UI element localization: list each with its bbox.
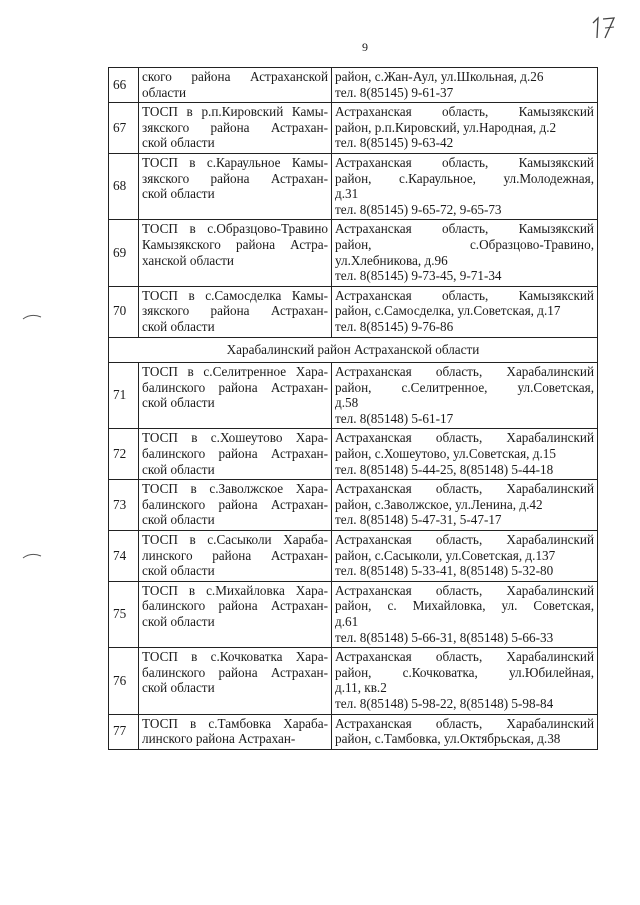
organization-name-line: ской области	[142, 135, 215, 151]
phone-line: тел. 8(85145) 9-76-86	[335, 318, 454, 334]
address-line: д.31	[335, 186, 359, 202]
section-row	[109, 337, 598, 363]
address-line: Астраханская область, Камызякский	[335, 221, 594, 237]
address-line: район, с.Селитренное, ул.Советская,	[335, 379, 594, 395]
organization-name-line: ской области	[142, 614, 215, 629]
table-row	[109, 714, 598, 749]
organization-name	[139, 581, 332, 647]
organization-address	[332, 103, 598, 154]
organization-name-line: ской области	[142, 512, 215, 528]
phone-line: тел. 8(85148) 5-98-22, 8(85148) 5-98-84	[335, 695, 554, 711]
organization-address	[332, 220, 598, 286]
organization-name-line: ской области	[142, 680, 215, 696]
row-number: 73	[109, 480, 139, 531]
phone-line: тел. 8(85148) 5-47-31, 5-47-17	[335, 512, 502, 528]
punch-hole-mark	[22, 313, 42, 321]
organization-name-line: ТОСП в с.Селитренное Хара-	[142, 364, 328, 380]
organization-name-line: линского района Астрахан-	[142, 547, 328, 563]
organization-address	[332, 531, 598, 582]
organization-address	[332, 153, 598, 219]
organization-name	[139, 480, 332, 531]
address-line: район, с. Михайловка, ул. Советская,	[335, 598, 594, 614]
organization-name	[139, 714, 332, 749]
row-number: 72	[109, 429, 139, 480]
section-title: Харабалинский район Астраханской области	[109, 337, 598, 363]
organization-name	[139, 648, 332, 714]
row-number: 71	[109, 363, 139, 429]
address-line: Астраханская область, Харабалинский	[335, 649, 594, 665]
organization-name	[139, 531, 332, 582]
organization-name	[139, 220, 332, 286]
organization-name-line: ханской области	[142, 252, 234, 268]
organization-address	[332, 648, 598, 714]
organization-name-line: ской области	[142, 563, 215, 579]
organization-name	[139, 286, 332, 337]
organization-name-line: ского района Астраханской	[142, 69, 328, 84]
organization-address	[332, 286, 598, 337]
address-line: район, р.п.Кировский, ул.Народная, д.2	[335, 119, 557, 135]
table-body	[109, 68, 598, 750]
organization-name-line: ской области	[142, 461, 215, 477]
organization-name-line: балинского района Астрахан-	[142, 496, 328, 512]
punch-hole-mark	[22, 552, 42, 560]
row-number: 74	[109, 531, 139, 582]
organization-name-line: ской области	[142, 395, 215, 411]
address-line: район, с.Самосделка, ул.Советская, д.17	[335, 303, 561, 319]
table-row	[109, 68, 598, 103]
organization-name-line: ТОСП в с.Образцово-Травино	[142, 221, 328, 237]
table-row	[109, 531, 598, 582]
organization-name-line: зякского района Астрахан-	[142, 303, 328, 319]
organization-address	[332, 480, 598, 531]
phone-line: тел. 8(85145) 9-65-72, 9-65-73	[335, 201, 502, 217]
organization-address	[332, 363, 598, 429]
row-number: 68	[109, 153, 139, 219]
organization-name-line: балинского района Астрахан-	[142, 379, 328, 395]
organization-name-line: балинского района Астрахан-	[142, 598, 328, 614]
page-number: 9	[362, 40, 368, 54]
address-line: район, с.Образцово-Травино,	[335, 236, 594, 252]
table-row	[109, 429, 598, 480]
organization-name-line: балинского района Астрахан-	[142, 664, 328, 680]
organization-name-line: линского района Астрахан-	[142, 731, 296, 747]
table-row	[109, 363, 598, 429]
organization-name-line: ской области	[142, 318, 215, 334]
phone-line: тел. 8(85148) 5-33-41, 8(85148) 5-32-80	[335, 563, 554, 579]
organization-name	[139, 153, 332, 219]
address-line: ул.Хлебникова, д.96	[335, 252, 448, 268]
organization-name	[139, 103, 332, 154]
organization-name-line: ТОСП в с.Сасыколи Хараба-	[142, 532, 328, 548]
organization-name-line: ской области	[142, 186, 215, 202]
row-number: 67	[109, 103, 139, 154]
address-line: Астраханская область, Камызякский	[335, 287, 594, 303]
address-line: Астраханская область, Камызякский	[335, 154, 594, 170]
organization-name-line: ТОСП в с.Михайловка Хара-	[142, 582, 328, 598]
address-line: Астраханская область, Харабалинский	[335, 481, 594, 497]
table-row	[109, 286, 598, 337]
row-number: 76	[109, 648, 139, 714]
table-row	[109, 581, 598, 647]
organization-name-line: ТОСП в с.Заволжское Хара-	[142, 481, 328, 497]
phone-line: тел. 8(85148) 5-44-25, 8(85148) 5-44-18	[335, 461, 554, 477]
organization-name-line: зякского района Астрахан-	[142, 119, 328, 135]
table-row	[109, 648, 598, 714]
row-number: 70	[109, 286, 139, 337]
phone-line: тел. 8(85148) 5-61-17	[335, 410, 454, 426]
phone-line: тел. 8(85145) 9-61-37	[335, 84, 454, 100]
organization-name-line: ТОСП в с.Караульное Камы-	[142, 154, 328, 170]
address-line: район, с.Жан-Аул, ул.Школьная, д.26	[335, 69, 544, 84]
row-number: 69	[109, 220, 139, 286]
address-line: район, с.Заволжское, ул.Ленина, д.42	[335, 496, 543, 512]
row-number: 75	[109, 581, 139, 647]
organizations-table-wrap	[108, 67, 598, 750]
address-line: район, с.Караульное, ул.Молодежная,	[335, 170, 594, 186]
organization-name-line: балинского района Астрахан-	[142, 446, 328, 462]
address-line: район, с.Тамбовка, ул.Октябрьская, д.38	[335, 731, 561, 747]
organization-address	[332, 714, 598, 749]
organization-name-line: зякского района Астрахан-	[142, 170, 328, 186]
address-line: д.11, кв.2	[335, 680, 387, 696]
organization-address	[332, 429, 598, 480]
phone-line: тел. 8(85145) 9-73-45, 9-71-34	[335, 268, 502, 284]
organization-name-line: ТОСП в с.Кочковатка Хара-	[142, 649, 328, 665]
table-row	[109, 220, 598, 286]
address-line: д.58	[335, 395, 359, 411]
address-line: район, с.Сасыколи, ул.Советская, д.137	[335, 547, 556, 563]
organization-name-line: ТОСП в с.Хошеутово Хара-	[142, 430, 328, 446]
address-line: Астраханская область, Камызякский	[335, 104, 594, 120]
row-number: 66	[109, 68, 139, 103]
address-line: Астраханская область, Харабалинский	[335, 715, 594, 731]
address-line: Астраханская область, Харабалинский	[335, 532, 594, 548]
organization-name-line: ТОСП в с.Самосделка Камы-	[142, 287, 328, 303]
organization-name-line: области	[142, 84, 187, 100]
phone-line: тел. 8(85148) 5-66-31, 8(85148) 5-66-33	[335, 629, 554, 645]
organization-name	[139, 68, 332, 103]
organization-name-line: ТОСП в р.п.Кировский Камы-	[142, 104, 328, 120]
address-line: Астраханская область, Харабалинский	[335, 364, 594, 380]
organization-name-line: Камызякского района Астра-	[142, 236, 328, 252]
phone-line: тел. 8(85145) 9-63-42	[335, 135, 454, 151]
address-line: район, с.Кочковатка, ул.Юбилейная,	[335, 664, 594, 680]
address-line: Астраханская область, Харабалинский	[335, 582, 594, 598]
address-line: д.61	[335, 614, 359, 629]
organization-name-line: ТОСП в с.Тамбовка Хараба-	[142, 715, 328, 731]
row-number: 77	[109, 714, 139, 749]
address-line: район, с.Хошеутово, ул.Советская, д.15	[335, 446, 556, 462]
organization-name	[139, 363, 332, 429]
organization-address	[332, 581, 598, 647]
address-line: Астраханская область, Харабалинский	[335, 430, 594, 446]
table-row	[109, 103, 598, 154]
organization-name	[139, 429, 332, 480]
organizations-table	[108, 67, 598, 750]
handwritten-page-mark	[590, 14, 618, 40]
table-row	[109, 480, 598, 531]
organization-address	[332, 68, 598, 103]
table-row	[109, 153, 598, 219]
